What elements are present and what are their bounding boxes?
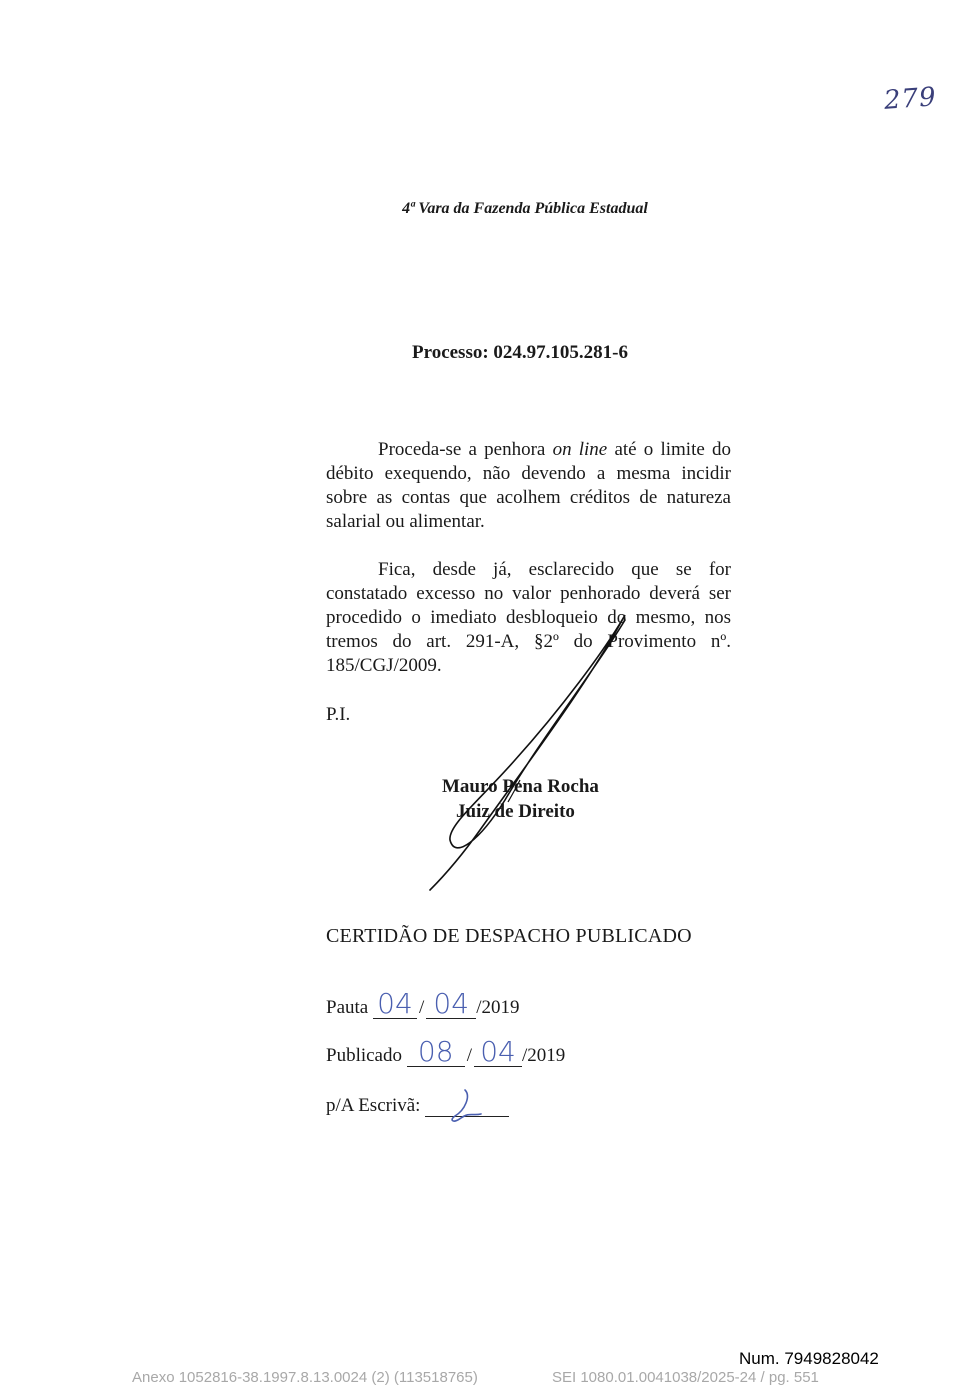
pauta-year: /2019 [476, 997, 520, 1018]
pauta-month-field [426, 987, 476, 1020]
document-number: Num. 7949828042 [739, 1349, 879, 1368]
publicado-day-field [407, 1035, 465, 1068]
footer-anexo: Anexo 1052816-38.1997.8.13.0024 (2) (113518765) [132, 1369, 478, 1386]
pauta-line [326, 987, 520, 1020]
court-name: 4ª Vara da Fazenda Pública Estadual [402, 200, 648, 217]
publicado-year: /2019 [522, 1045, 566, 1066]
pauta-day-field [373, 987, 417, 1020]
process-number: Processo: 024.97.105.281-6 [412, 342, 629, 363]
pauta-day-handwritten: 04 [377, 987, 413, 1020]
publicado-line [326, 1035, 566, 1068]
paragraph-penhora-text [326, 438, 731, 534]
certificate-title: CERTIDÃO DE DESPACHO PUBLICADO [326, 925, 692, 947]
escriva-initials-mark [425, 1086, 509, 1126]
handwritten-signature-stroke [420, 590, 650, 900]
escriva-line [326, 1094, 509, 1117]
signer-role: Juiz de Direito [456, 801, 575, 822]
closing-pi: P.I. [326, 704, 351, 725]
publicado-month-handwritten: 04 [480, 1035, 516, 1068]
pauta-label: Pauta [326, 997, 369, 1018]
escriva-signature-field [425, 1094, 509, 1117]
handwritten-page-number: 279 [883, 82, 938, 116]
paragraph-desbloqueio-text: Fica, desde já, esclarecido que se for constatado excesso no valor penhorado deverá ser procedido o imediato desbloqueio do mesmo, nos tremos do art. 291-A, §2º do Provimento nº. 185/CGJ/2009. [326, 559, 731, 676]
publicado-separator: / [466, 1045, 473, 1066]
publicado-month-field [474, 1035, 522, 1068]
footer-sei: SEI 1080.01.0041038/2025-24 / pg. 551 [552, 1369, 819, 1386]
pauta-separator: / [418, 997, 425, 1018]
signer-name: Mauro Pena Rocha [442, 776, 599, 797]
escriva-label: p/A Escrivã: [326, 1095, 421, 1116]
paragraph-penhora-italic: on line [552, 439, 608, 460]
paragraph-penhora-suffix: até o limite do débito exequendo, não devendo a mesma incidir sobre as contas que acolhem créditos de natureza salarial ou alimentar. [326, 439, 731, 532]
publicado-day-handwritten: 08 [417, 1035, 454, 1068]
paragraph-penhora [326, 438, 731, 534]
paragraph-penhora-prefix: Proceda-se a penhora [378, 439, 553, 460]
pauta-month-handwritten: 04 [433, 987, 470, 1020]
publicado-label: Publicado [326, 1045, 402, 1066]
